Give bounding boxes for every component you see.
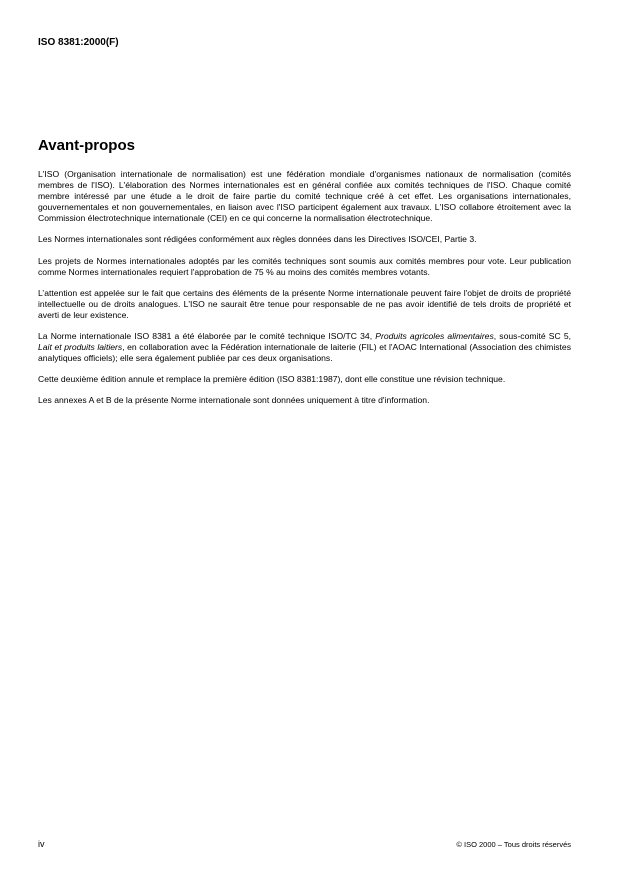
paragraph-patent-rights: L’attention est appelée sur le fait que certains des éléments de la présente Norme internationale peuvent faire l'objet de droits de propriété intellectuelle ou de droits analogues. L'ISO ne saurait être tenue pour responsable de ne pas avoir identifié de tels droits de propriété et averti de leur existence. [38, 287, 571, 320]
paragraph-committee [38, 331, 571, 364]
copyright-notice: © ISO 2000 – Tous droits réservés [456, 840, 571, 849]
document-code: ISO 8381:2000(F) [38, 37, 119, 48]
committee-name: Produits agricoles alimentaires [375, 331, 494, 342]
foreword-body [38, 169, 571, 417]
committee-text-3: , en collaboration avec la Fédération internationale de laiterie (FIL) et l'AOAC International (Association des chimistes analytiques officiels); elle sera également publiée par ces deux organisations. [38, 342, 571, 364]
committee-text-1: La Norme internationale ISO 8381 a été élaborée par le comité technique ISO/TC 34, [38, 331, 376, 342]
page-title: Avant-propos [38, 137, 135, 154]
committee-text-2: , sous-comité SC 5, [493, 331, 571, 342]
paragraph-directives: Les Normes internationales sont rédigées conformément aux règles données dans les Directives ISO/CEI, Partie 3. [38, 234, 477, 245]
subcommittee-name: Lait et produits laitiers [38, 342, 123, 353]
paragraph-voting: Les projets de Normes internationales adoptés par les comités techniques sont soumis aux comités membres pour vote. Leur publication comme Normes internationales requiert l'approbation de 75 % au moins des comités membres votants. [38, 255, 571, 277]
paragraph-annexes: Les annexes A et B de la présente Norme internationale sont données uniquement à titre d'information. [38, 395, 430, 406]
page-number: iv [38, 839, 45, 849]
paragraph-iso-intro: L'ISO (Organisation internationale de normalisation) est une fédération mondiale d'organismes nationaux de normalisation (comités membres de l'ISO). L'élaboration des Normes internationales est en général confiée aux comités techniques de l'ISO. Chaque comité membre intéressé par une étude a le droit de faire partie du comité technique créé à cet effet. Les organisations internationales, gouvernementales et non gouvernementales, en liaison avec l'ISO participent également aux travaux. L'ISO collabore étroitement avec la Commission électrotechnique internationale (CEI) en ce qui concerne la normalisation électrotechnique. [38, 169, 571, 224]
paragraph-edition: Cette deuxième édition annule et remplace la première édition (ISO 8381:1987), dont elle constitue une révision technique. [38, 374, 506, 385]
